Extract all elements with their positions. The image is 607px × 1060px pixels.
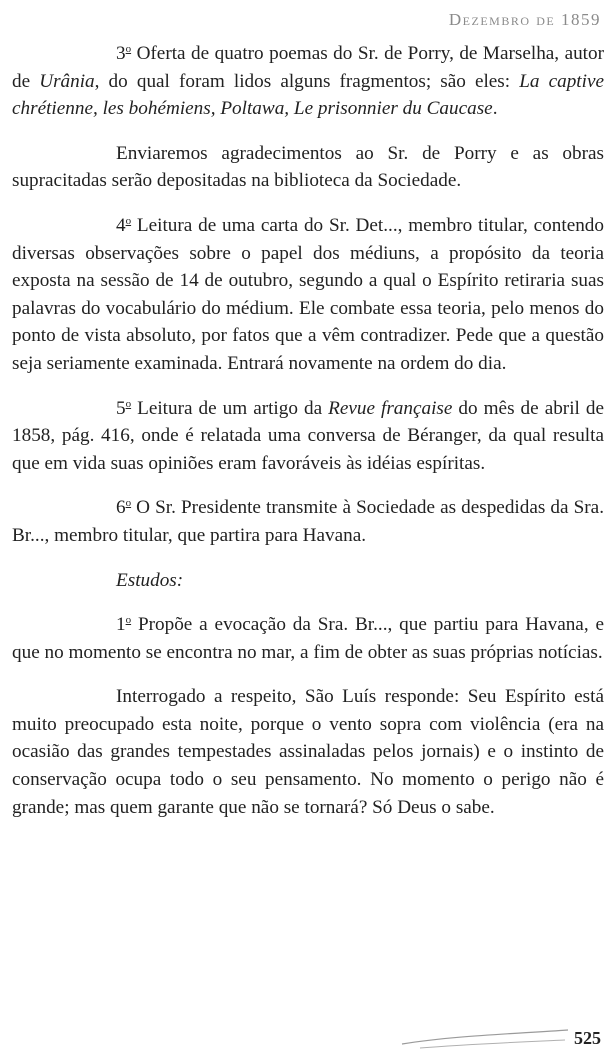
text-run: do mês de abril de 1858, pág. 416, onde é relatada uma conversa de Béranger, da qual resulta que em vida suas opiniões eram favoráveis às idéias espíritas. bbox=[12, 397, 604, 474]
studies-heading: Estudos: bbox=[116, 569, 184, 591]
text-run: Propõe a evocação da Sra. Br..., que partiu para Havana, e que no momento se encontra no mar, a fim de obter as suas próprias notícias. bbox=[12, 614, 604, 663]
swoosh-ornament-icon bbox=[400, 1022, 570, 1052]
ordinal: 3 bbox=[116, 43, 126, 64]
item-3-paragraph bbox=[12, 40, 604, 123]
ordinal-mark: o bbox=[125, 614, 132, 627]
ordinal-mark: o bbox=[125, 497, 132, 510]
ordinal: 4 bbox=[116, 214, 126, 236]
italic-title: Urânia bbox=[39, 70, 95, 92]
item-4-paragraph bbox=[12, 212, 604, 378]
ordinal-mark: o bbox=[125, 43, 132, 55]
item-6-paragraph bbox=[12, 494, 604, 549]
text-run: Leitura de um artigo da bbox=[131, 397, 329, 419]
italic-titles: La captive chrétienne, les bohémiens, Poltawa, Le prisonnier du Caucase bbox=[12, 70, 604, 120]
ordinal: 5 bbox=[116, 397, 126, 419]
item-5-paragraph bbox=[12, 395, 604, 478]
ordinal: 1 bbox=[116, 614, 126, 636]
text-run: Oferta de quatro poemas do Sr. de Porry, de Marselha, autor de bbox=[12, 43, 604, 92]
ordinal-mark: o bbox=[125, 214, 132, 227]
ordinal-mark: o bbox=[125, 397, 132, 410]
acknowledgement-paragraph: Enviaremos agradecimentos ao Sr. de Porry e as obras supracitadas serão depositadas na biblioteca da Sociedade. bbox=[12, 142, 604, 192]
text-run: . bbox=[492, 98, 498, 120]
text-run: , do qual foram lidos alguns fragmentos; são eles: bbox=[94, 70, 520, 92]
italic-title: Revue française bbox=[328, 397, 453, 419]
page-footer bbox=[0, 1010, 607, 1060]
page-body bbox=[12, 40, 604, 821]
text-run: Leitura de uma carta do Sr. Det..., membro titular, contendo diversas observações sobre o papel dos médiuns, a propósito da teoria exposta na sessão de 14 de outubro, segundo a qual o Espírito retiraria suas palavras do vocabulário do médium. Ele combate essa teoria, pelo menos do ponto de vista absoluto, por fatos que a vêm contradizer. Pede que a questão seja seriamente examinada. Entrará novamente na ordem do dia. bbox=[12, 214, 604, 374]
running-head: Dezembro de 1859 bbox=[448, 10, 601, 29]
ordinal: 6 bbox=[116, 497, 126, 519]
text-run: O Sr. Presidente transmite à Sociedade as despedidas da Sra. Br..., membro titular, que partira para Havana. bbox=[12, 497, 604, 546]
study-1-paragraph bbox=[12, 611, 604, 666]
page-number: 525 bbox=[574, 1028, 601, 1048]
saint-louis-answer-paragraph: Interrogado a respeito, São Luís responde: Seu Espírito está muito preocupado esta noite, porque o vento sopra com violência (era na ocasião das grandes tempestades assinaladas pelos jornais) e o instinto de conservação ocupa todo o seu pensamento. No momento o perigo não é grande; mas quem garante que não se tornará? Só Deus o sabe. bbox=[12, 686, 604, 818]
